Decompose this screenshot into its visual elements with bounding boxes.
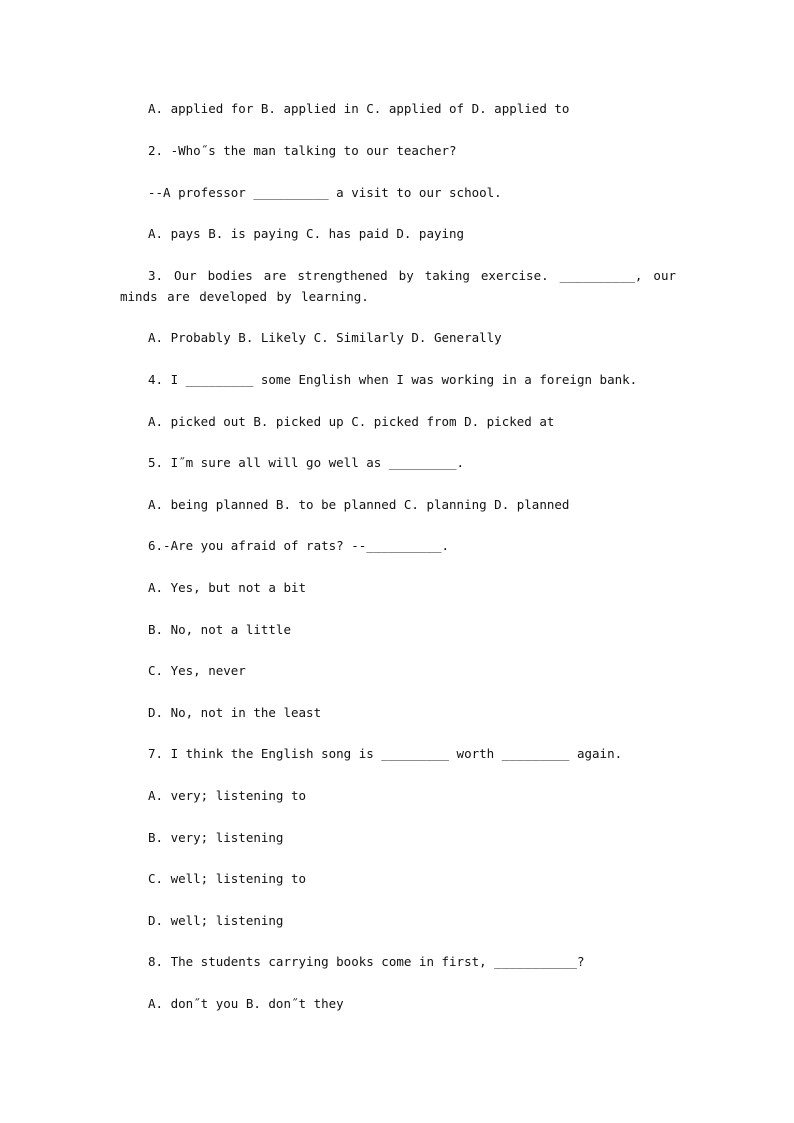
q8-question: 8. The students carrying books come in first, ___________? — [148, 954, 585, 969]
q4-options: A. picked out B. picked up C. picked from D. picked at — [148, 414, 555, 429]
q6-question: 6.-Are you afraid of rats? --__________. — [148, 538, 450, 553]
q2-question: 2. -Who˝s the man talking to our teacher? — [148, 143, 457, 158]
q2-answer-line: --A professor __________ a visit to our school. — [148, 185, 502, 200]
q7-question: 7. I think the English song is _________ worth _________ again. — [148, 746, 623, 761]
q5-question: 5. I˝m sure all will go well as _________. — [148, 455, 465, 470]
q7-option-a: A. very; listening to — [148, 788, 307, 803]
q7-option-b: B. very; listening — [148, 830, 284, 845]
q6-option-d: D. No, not in the least — [148, 705, 322, 720]
q4-question: 4. I _________ some English when I was working in a foreign bank. — [148, 372, 638, 387]
q6-option-b: B. No, not a little — [148, 622, 291, 637]
q3-question: 3. Our bodies are strengthened by taking exercise. __________, our minds are developed by learning. — [120, 268, 676, 304]
q5-options: A. being planned B. to be planned C. planning D. planned — [148, 497, 570, 512]
q6-option-c: C. Yes, never — [148, 663, 246, 678]
q2-options: A. pays B. is paying C. has paid D. paying — [148, 226, 465, 241]
q7-option-d: D. well; listening — [148, 913, 284, 928]
q7-option-c: C. well; listening to — [148, 871, 307, 886]
q8-options: A. don˝t you B. don˝t they — [148, 996, 344, 1011]
q6-option-a: A. Yes, but not a bit — [148, 580, 307, 595]
q1-options: A. applied for B. applied in C. applied of D. applied to — [148, 101, 570, 116]
q3-options: A. Probably B. Likely C. Similarly D. Generally — [148, 330, 502, 345]
